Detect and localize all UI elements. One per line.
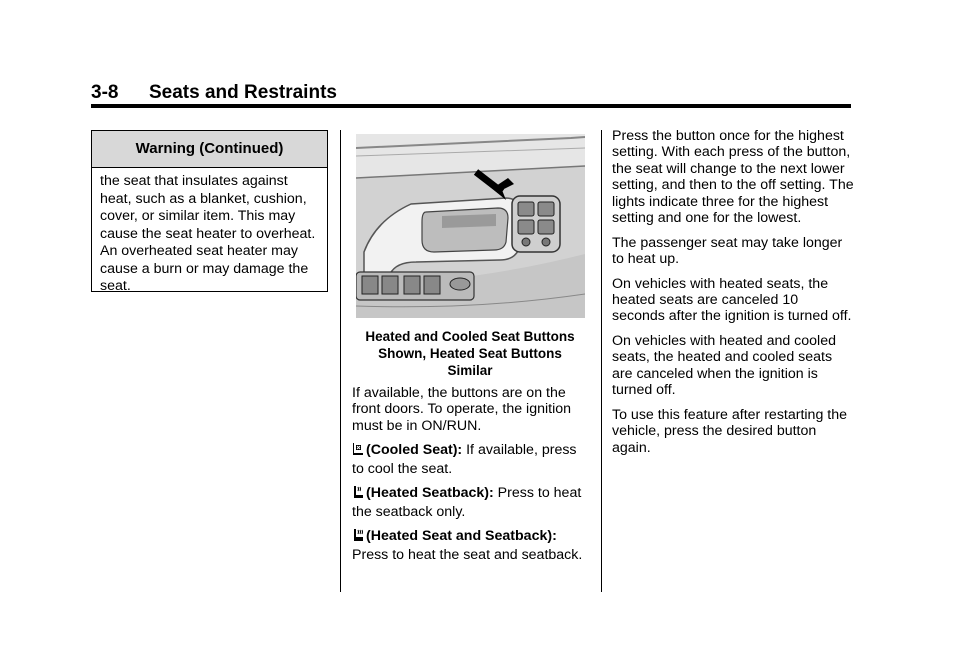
heated-seat-and-seatback-icon <box>352 528 364 546</box>
warning-body: the seat that insulates against heat, such as a blanket, cushion, cover, or similar item. This may cause the seat heater to overheat. An overheated seat heater may cause a burn or may damage the seat. <box>100 173 316 294</box>
press-once-paragraph: Press the button once for the highest setting. With each press of the button, the seat will change to the next lower setting, and then to the off setting. The lights indicate three for the highest setting and one for the lowest. <box>612 128 854 227</box>
warning-box <box>91 130 328 292</box>
figure-caption <box>352 328 588 379</box>
restart-paragraph: To use this feature after restarting the vehicle, press the desired button again. <box>612 406 848 456</box>
heated-seatback-icon <box>352 485 364 503</box>
caption-line-2: Shown, Heated Seat Buttons <box>378 346 562 361</box>
cooled-seat-label: (Cooled Seat): <box>366 442 463 459</box>
cooled-seat-icon <box>352 442 364 460</box>
right-column <box>612 128 854 464</box>
heated-cancel-paragraph: On vehicles with heated seats, the heated seats are canceled 10 seconds after the ignition is turned off. <box>612 275 852 325</box>
warning-title: Warning (Continued) <box>92 131 327 168</box>
page-header <box>91 82 851 106</box>
cooled-seat-paragraph <box>352 442 592 477</box>
heated-cooled-cancel-paragraph: On vehicles with heated and cooled seats, the heated and cooled seats are canceled when the ignition is turned off. <box>612 333 836 399</box>
header-rule <box>91 104 851 108</box>
heated-seatback-text: Press to heat the seatback only. <box>352 485 582 520</box>
passenger-seat-paragraph: The passenger seat may take longer to heat up. <box>612 234 843 268</box>
middle-column <box>352 385 592 571</box>
column-divider-right <box>601 130 602 592</box>
column-divider-left <box>340 130 341 592</box>
door-panel-illustration <box>356 134 585 318</box>
page-number: 3-8 <box>91 82 119 103</box>
heated-seatback-label: (Heated Seatback): <box>366 485 494 502</box>
intro-paragraph: If available, the buttons are on the front doors. To operate, the ignition must be in ON/RUN. <box>352 385 571 434</box>
heated-seat-seatback-paragraph <box>352 528 592 563</box>
cooled-seat-text: If available, press to cool the seat. <box>352 442 577 477</box>
heated-seat-seatback-text: Press to heat the seat and seatback. <box>352 546 583 563</box>
heated-seat-seatback-label: (Heated Seat and Seatback): <box>366 528 557 545</box>
caption-line-1: Heated and Cooled Seat Buttons <box>365 329 575 344</box>
heated-seatback-paragraph <box>352 485 592 520</box>
caption-line-3: Similar <box>447 363 493 378</box>
section-title: Seats and Restraints <box>149 82 337 103</box>
